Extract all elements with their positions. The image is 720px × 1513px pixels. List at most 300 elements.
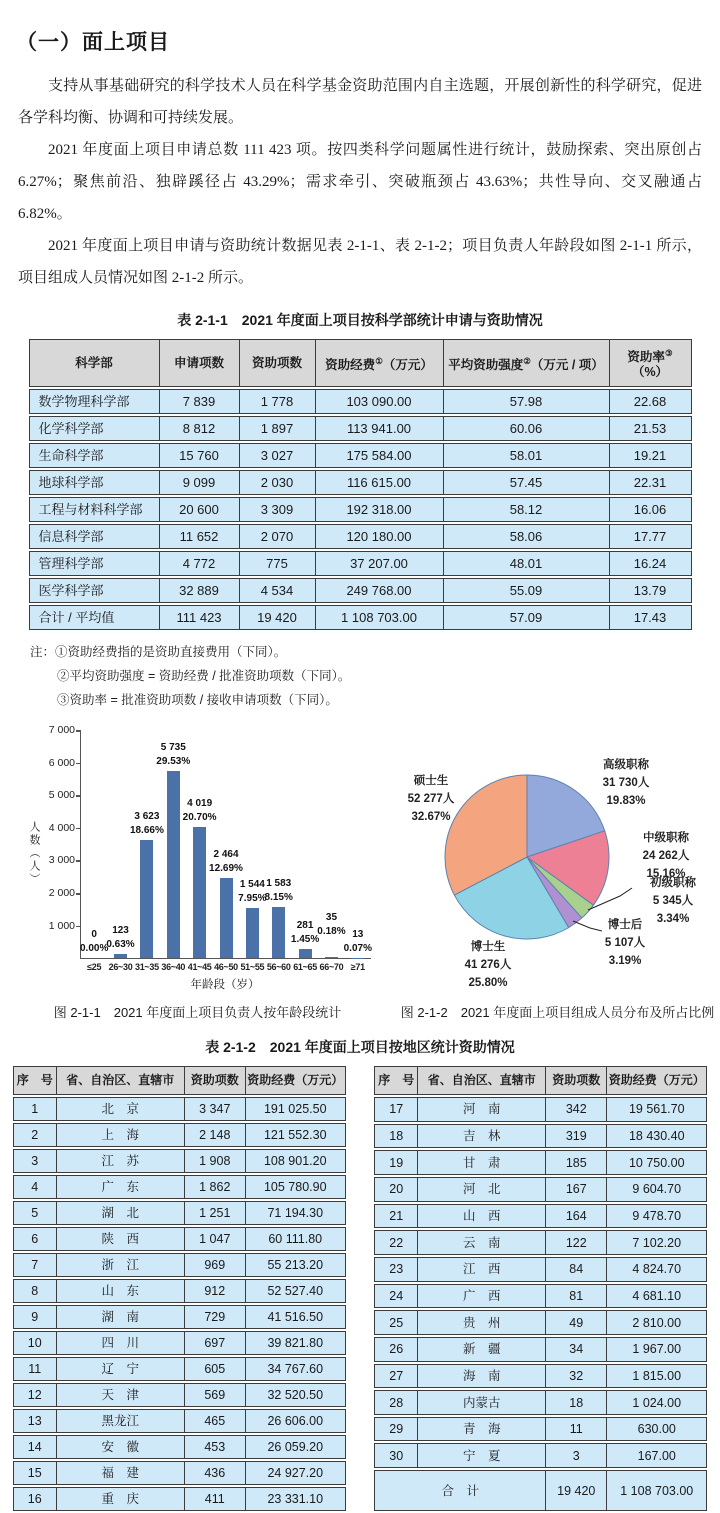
slice-count: 41 276人 bbox=[440, 956, 536, 974]
table-cell: 71 194.30 bbox=[246, 1201, 346, 1225]
table-cell: 569 bbox=[185, 1383, 246, 1407]
bar-percent: 20.70% bbox=[168, 811, 232, 825]
table-cell: 20 600 bbox=[160, 497, 240, 522]
table-cell: 411 bbox=[185, 1487, 246, 1511]
slice-percent: 25.80% bbox=[440, 974, 536, 992]
table-cell: 453 bbox=[185, 1435, 246, 1459]
table-cell: 1 bbox=[13, 1097, 57, 1121]
x-axis-tick-label: 46~50 bbox=[209, 962, 243, 972]
table-cell: 22.31 bbox=[610, 470, 692, 495]
table-cell: 57.09 bbox=[444, 605, 610, 630]
x-axis-tick-label: 36~40 bbox=[156, 962, 190, 972]
bar bbox=[299, 949, 312, 958]
table-cell: 9 478.70 bbox=[607, 1204, 707, 1229]
table-note-line: 注：①资助经费指的是资助直接费用（下同）。 bbox=[30, 640, 720, 664]
table-cell: 465 bbox=[185, 1409, 246, 1433]
figure-captions bbox=[0, 1002, 720, 1021]
column-header: 资助经费①（万元） bbox=[316, 339, 444, 387]
table-cell: 1 908 bbox=[185, 1149, 246, 1173]
table-cell: 11 652 bbox=[160, 524, 240, 549]
paragraph-references: 2021 年度面上项目申请与资助统计数据见表 2-1-1、表 2-1-2；项目负责人年龄段如图 2-1-1 所示，项目组成人员情况如图 2-1-2 所示。 bbox=[18, 230, 702, 294]
table-cell: 41 516.50 bbox=[246, 1305, 346, 1329]
table-regions-left bbox=[13, 1064, 346, 1513]
table-cell: 105 780.90 bbox=[246, 1175, 346, 1199]
table-cell: 4 772 bbox=[160, 551, 240, 576]
table-row bbox=[13, 1357, 346, 1381]
table-cell: 60.06 bbox=[444, 416, 610, 441]
table-cell: 22.68 bbox=[610, 389, 692, 414]
total-amount-cell: 1 108 703.00 bbox=[607, 1470, 707, 1511]
table-row bbox=[13, 1227, 346, 1251]
table-row bbox=[13, 1253, 346, 1277]
table-row bbox=[13, 1175, 346, 1199]
pie-slice-label bbox=[574, 756, 678, 810]
table-cell: 2 030 bbox=[240, 470, 316, 495]
table-cell: 12 bbox=[13, 1383, 57, 1407]
bar-percent: 12.69% bbox=[194, 862, 258, 876]
table-cell: 49 bbox=[546, 1310, 607, 1335]
page-title: （一）面上项目 bbox=[0, 0, 720, 56]
bar-count: 2 464 bbox=[194, 848, 258, 862]
table-regions-right bbox=[374, 1064, 707, 1513]
table-cell: 2 810.00 bbox=[607, 1310, 707, 1335]
y-axis-tick-label: 1 000 bbox=[29, 920, 75, 932]
slice-category: 高级职称 bbox=[574, 756, 678, 774]
bar bbox=[114, 954, 127, 958]
bar-percent: 8.15% bbox=[247, 891, 311, 905]
y-axis-tick bbox=[76, 860, 81, 862]
table-row bbox=[13, 1487, 346, 1511]
table-row bbox=[374, 1124, 707, 1149]
column-header: 科学部 bbox=[29, 339, 160, 387]
bar-percent: 0.18% bbox=[299, 925, 363, 939]
total-label-cell: 合 计 bbox=[374, 1470, 546, 1511]
paragraph-intro: 支持从事基础研究的科学技术人员在科学基金资助范围内自主选题，开展创新性的科学研究，促进各学科均衡、协调和可持续发展。 bbox=[18, 70, 702, 134]
table-cell: 7 839 bbox=[160, 389, 240, 414]
table-cell: 1 047 bbox=[185, 1227, 246, 1251]
y-axis-tick-label: 2 000 bbox=[29, 887, 75, 899]
table-row bbox=[29, 524, 692, 549]
table-cell: 吉 林 bbox=[418, 1124, 546, 1149]
table-cell: 120 180.00 bbox=[316, 524, 444, 549]
table-cell: 山 东 bbox=[57, 1279, 185, 1303]
table-science-departments bbox=[29, 337, 692, 632]
table-row bbox=[13, 1279, 346, 1303]
table-cell: 黑龙江 bbox=[57, 1409, 185, 1433]
column-header: 资助率③（%） bbox=[610, 339, 692, 387]
table-note-line: ②平均资助强度 = 资助经费 / 批准资助项数（下同）。 bbox=[30, 664, 720, 688]
table-cell: 3 347 bbox=[185, 1097, 246, 1121]
figure1-caption: 图 2-1-1 2021 年度面上项目负责人按年龄段统计 bbox=[0, 1002, 395, 1021]
table-cell: 青 海 bbox=[418, 1417, 546, 1442]
table-cell: 内蒙古 bbox=[418, 1390, 546, 1415]
slice-count: 5 345人 bbox=[630, 892, 716, 910]
slice-percent: 19.83% bbox=[574, 792, 678, 810]
table-cell: 2 bbox=[13, 1123, 57, 1147]
table-cell: 湖 南 bbox=[57, 1305, 185, 1329]
table-cell: 8 812 bbox=[160, 416, 240, 441]
bar-value-label bbox=[168, 797, 232, 825]
table-cell: 地球科学部 bbox=[29, 470, 160, 495]
table-cell: 34 767.60 bbox=[246, 1357, 346, 1381]
table-cell: 湖 北 bbox=[57, 1201, 185, 1225]
table-row bbox=[374, 1364, 707, 1389]
table-cell: 17.43 bbox=[610, 605, 692, 630]
table-cell: 25 bbox=[374, 1310, 418, 1335]
table-row bbox=[374, 1390, 707, 1415]
table-cell: 7 102.20 bbox=[607, 1230, 707, 1255]
table-row bbox=[374, 1417, 707, 1442]
table-cell: 1 897 bbox=[240, 416, 316, 441]
table-cell: 1 108 703.00 bbox=[316, 605, 444, 630]
table-cell: 9 bbox=[13, 1305, 57, 1329]
paragraph-statistics: 2021 年度面上项目申请总数 111 423 项。按四类科学问题属性进行统计，鼓励探索、突出原创占 6.27%；聚焦前沿、独辟蹊径占 43.29%；需求牵引、突破瓶颈占 43.63%；共性导向、交叉融通占 6.82%。 bbox=[18, 134, 702, 230]
table-cell: 辽 宁 bbox=[57, 1357, 185, 1381]
column-header: 序 号 bbox=[374, 1066, 418, 1095]
y-axis-tick bbox=[76, 730, 81, 732]
table-cell: 21 bbox=[374, 1204, 418, 1229]
table-cell: 108 901.20 bbox=[246, 1149, 346, 1173]
y-axis-tick bbox=[76, 893, 81, 895]
table-cell: 18 bbox=[546, 1390, 607, 1415]
table-cell: 84 bbox=[546, 1257, 607, 1282]
table-cell: 167.00 bbox=[607, 1443, 707, 1468]
table-cell: 13 bbox=[13, 1409, 57, 1433]
table-cell: 14 bbox=[13, 1435, 57, 1459]
table-cell: 729 bbox=[185, 1305, 246, 1329]
table-row bbox=[374, 1150, 707, 1175]
table-row bbox=[29, 416, 692, 441]
table-cell: 医学科学部 bbox=[29, 578, 160, 603]
slice-category: 初级职称 bbox=[630, 874, 716, 892]
table-cell: 22 bbox=[374, 1230, 418, 1255]
x-axis-tick-label: 61~65 bbox=[288, 962, 322, 972]
bar-count: 5 735 bbox=[141, 741, 205, 755]
table-cell: 天 津 bbox=[57, 1383, 185, 1407]
table-cell: 969 bbox=[185, 1253, 246, 1277]
table-cell: 1 815.00 bbox=[607, 1364, 707, 1389]
table-row bbox=[13, 1435, 346, 1459]
table-cell: 18 430.40 bbox=[607, 1124, 707, 1149]
table-row bbox=[13, 1123, 346, 1147]
x-axis-tick-label: ≥71 bbox=[341, 962, 375, 972]
table-cell: 浙 江 bbox=[57, 1253, 185, 1277]
table-row bbox=[374, 1177, 707, 1202]
table-cell: 39 821.80 bbox=[246, 1331, 346, 1355]
table-cell: 16 bbox=[13, 1487, 57, 1511]
table-cell: 江 西 bbox=[418, 1257, 546, 1282]
header-footnote-mark: ③ bbox=[665, 348, 673, 358]
table-cell: 630.00 bbox=[607, 1417, 707, 1442]
slice-percent: 32.67% bbox=[384, 808, 478, 826]
slice-percent: 15.16% bbox=[614, 865, 718, 883]
slice-count: 52 277人 bbox=[384, 790, 478, 808]
table-cell: 4 534 bbox=[240, 578, 316, 603]
bar-percent: 0.63% bbox=[89, 938, 153, 952]
table-cell: 192 318.00 bbox=[316, 497, 444, 522]
table-cell: 23 bbox=[374, 1257, 418, 1282]
table-row bbox=[29, 605, 692, 630]
bar-count: 3 623 bbox=[115, 810, 179, 824]
table-cell: 3 bbox=[546, 1443, 607, 1468]
slice-category: 博士生 bbox=[440, 938, 536, 956]
table-cell: 3 309 bbox=[240, 497, 316, 522]
slice-category: 博士后 bbox=[582, 916, 668, 934]
table-header-row bbox=[29, 339, 692, 387]
header-footnote-mark: ② bbox=[523, 356, 531, 366]
pie-slice-label bbox=[440, 938, 536, 992]
bar-count: 281 bbox=[273, 919, 337, 933]
slice-count: 5 107人 bbox=[582, 934, 668, 952]
bar bbox=[140, 840, 153, 958]
table-regions bbox=[0, 1064, 720, 1513]
table-cell: 58.12 bbox=[444, 497, 610, 522]
table-cell: 34 bbox=[546, 1337, 607, 1362]
table-cell: 29 bbox=[374, 1417, 418, 1442]
bar-chart-x-axis-label: 年龄段（岁） bbox=[80, 976, 370, 992]
table-cell: 6 bbox=[13, 1227, 57, 1251]
bar-value-label bbox=[326, 928, 390, 956]
table-cell: 福 建 bbox=[57, 1461, 185, 1485]
figures-row bbox=[0, 716, 720, 1000]
table-row bbox=[374, 1097, 707, 1122]
table-row bbox=[13, 1331, 346, 1355]
bar-percent: 1.45% bbox=[273, 933, 337, 947]
table-cell: 山 西 bbox=[418, 1204, 546, 1229]
y-axis-tick bbox=[76, 926, 81, 928]
table-row bbox=[13, 1305, 346, 1329]
table-cell: 11 bbox=[13, 1357, 57, 1381]
bar-chart-plot-area bbox=[80, 730, 371, 959]
slice-percent: 3.19% bbox=[582, 952, 668, 970]
bar-count: 13 bbox=[326, 928, 390, 942]
bar-chart-y-axis-label: 人数（人） bbox=[24, 821, 40, 886]
table-cell: 122 bbox=[546, 1230, 607, 1255]
bar-percent: 7.95% bbox=[220, 892, 284, 906]
table-cell: 249 768.00 bbox=[316, 578, 444, 603]
table-cell: 60 111.80 bbox=[246, 1227, 346, 1251]
table-cell: 2 070 bbox=[240, 524, 316, 549]
table-cell: 2 148 bbox=[185, 1123, 246, 1147]
x-axis-tick-label: 31~35 bbox=[130, 962, 164, 972]
table2-title: 表 2-1-2 2021 年度面上项目按地区统计资助情况 bbox=[0, 1037, 720, 1057]
table-cell: 11 bbox=[546, 1417, 607, 1442]
table-cell: 4 824.70 bbox=[607, 1257, 707, 1282]
column-header: 资助项数 bbox=[185, 1066, 246, 1095]
table-cell: 19 561.70 bbox=[607, 1097, 707, 1122]
y-axis-tick-label: 3 000 bbox=[29, 854, 75, 866]
pie-slice-label bbox=[384, 772, 478, 826]
table-notes bbox=[30, 640, 720, 712]
table-cell: 175 584.00 bbox=[316, 443, 444, 468]
table-cell: 广 西 bbox=[418, 1284, 546, 1309]
table-cell: 17 bbox=[374, 1097, 418, 1122]
table-header-row bbox=[13, 1066, 346, 1095]
table-cell: 17.77 bbox=[610, 524, 692, 549]
table-cell: 数学物理科学部 bbox=[29, 389, 160, 414]
bar-percent: 18.66% bbox=[115, 824, 179, 838]
table-note-line: ③资助率 = 批准资助项数 / 接收申请项数（下同）。 bbox=[30, 688, 720, 712]
table-total-row bbox=[374, 1470, 707, 1511]
table-cell: 24 927.20 bbox=[246, 1461, 346, 1485]
bar bbox=[325, 957, 338, 958]
table-row bbox=[29, 389, 692, 414]
column-header: 资助项数 bbox=[546, 1066, 607, 1095]
table-cell: 1 967.00 bbox=[607, 1337, 707, 1362]
table-cell: 生命科学部 bbox=[29, 443, 160, 468]
column-header: 申请项数 bbox=[160, 339, 240, 387]
bar-count: 1 583 bbox=[247, 877, 311, 891]
table-cell: 1 024.00 bbox=[607, 1390, 707, 1415]
bar-value-label bbox=[247, 877, 311, 905]
table-cell: 27 bbox=[374, 1364, 418, 1389]
bar-count: 1 544 bbox=[220, 878, 284, 892]
table-row bbox=[13, 1149, 346, 1173]
table-cell: 57.98 bbox=[444, 389, 610, 414]
table-cell: 116 615.00 bbox=[316, 470, 444, 495]
table-cell: 13.79 bbox=[610, 578, 692, 603]
y-axis-tick-label: 5 000 bbox=[29, 789, 75, 801]
column-header: 省、自治区、直辖市 bbox=[57, 1066, 185, 1095]
bar-value-label bbox=[141, 741, 205, 769]
y-axis-tick-label: 4 000 bbox=[29, 822, 75, 834]
table-row bbox=[374, 1310, 707, 1335]
table-cell: 9 099 bbox=[160, 470, 240, 495]
table-cell: 55 213.20 bbox=[246, 1253, 346, 1277]
table-cell: 重 庆 bbox=[57, 1487, 185, 1511]
table-cell: 15 bbox=[13, 1461, 57, 1485]
bar-count: 123 bbox=[89, 924, 153, 938]
table-cell: 1 862 bbox=[185, 1175, 246, 1199]
table-cell: 32 889 bbox=[160, 578, 240, 603]
slice-category: 中级职称 bbox=[614, 829, 718, 847]
table-cell: 5 bbox=[13, 1201, 57, 1225]
table-cell: 605 bbox=[185, 1357, 246, 1381]
table-cell: 436 bbox=[185, 1461, 246, 1485]
bar-percent: 0.00% bbox=[62, 942, 126, 956]
header-footnote-mark: ① bbox=[375, 356, 383, 366]
table-cell: 48.01 bbox=[444, 551, 610, 576]
table-cell: 23 331.10 bbox=[246, 1487, 346, 1511]
bar-percent: 29.53% bbox=[141, 755, 205, 769]
table-row bbox=[13, 1097, 346, 1121]
table-cell: 21.53 bbox=[610, 416, 692, 441]
table-row bbox=[374, 1443, 707, 1468]
table-cell: 河 北 bbox=[418, 1177, 546, 1202]
table-row bbox=[374, 1204, 707, 1229]
table-cell: 广 东 bbox=[57, 1175, 185, 1199]
slice-count: 31 730人 bbox=[574, 774, 678, 792]
table-cell: 工程与材料科学部 bbox=[29, 497, 160, 522]
table-cell: 安 徽 bbox=[57, 1435, 185, 1459]
table-cell: 10 750.00 bbox=[607, 1150, 707, 1175]
table-cell: 1 251 bbox=[185, 1201, 246, 1225]
table-cell: 15 760 bbox=[160, 443, 240, 468]
table-cell: 37 207.00 bbox=[316, 551, 444, 576]
table-cell: 191 025.50 bbox=[246, 1097, 346, 1121]
column-header: 序 号 bbox=[13, 1066, 57, 1095]
x-axis-tick-label: 26~30 bbox=[103, 962, 137, 972]
table-cell: 信息科学部 bbox=[29, 524, 160, 549]
x-axis-tick-label: 66~70 bbox=[314, 962, 348, 972]
table-cell: 58.01 bbox=[444, 443, 610, 468]
bar-value-label bbox=[194, 848, 258, 876]
table-cell: 19 bbox=[374, 1150, 418, 1175]
column-header: 资助项数 bbox=[240, 339, 316, 387]
y-axis-tick bbox=[76, 828, 81, 830]
table-row bbox=[29, 470, 692, 495]
table-cell: 河 南 bbox=[418, 1097, 546, 1122]
table-cell: 26 059.20 bbox=[246, 1435, 346, 1459]
table-cell: 18 bbox=[374, 1124, 418, 1149]
bar bbox=[193, 827, 206, 958]
figure2-caption: 图 2-1-2 2021 年度面上项目组成人员分布及所占比例 bbox=[395, 1002, 720, 1021]
total-count-cell: 19 420 bbox=[546, 1470, 607, 1511]
table-row bbox=[29, 497, 692, 522]
x-axis-tick-label: 56~60 bbox=[262, 962, 296, 972]
bar-count: 0 bbox=[62, 928, 126, 942]
table-cell: 1 778 bbox=[240, 389, 316, 414]
column-header: 平均资助强度②（万元 / 项） bbox=[444, 339, 610, 387]
table-cell: 57.45 bbox=[444, 470, 610, 495]
table-cell: 32 bbox=[546, 1364, 607, 1389]
column-header: 资助经费（万元） bbox=[246, 1066, 346, 1095]
table-cell: 52 527.40 bbox=[246, 1279, 346, 1303]
table-cell: 四 川 bbox=[57, 1331, 185, 1355]
table-row bbox=[13, 1201, 346, 1225]
bar bbox=[246, 908, 259, 958]
table-cell: 宁 夏 bbox=[418, 1443, 546, 1468]
y-axis-tick-label: 7 000 bbox=[29, 724, 75, 736]
table-cell: 912 bbox=[185, 1279, 246, 1303]
table-cell: 新 疆 bbox=[418, 1337, 546, 1362]
slice-percent: 3.34% bbox=[630, 910, 716, 928]
table-cell: 3 bbox=[13, 1149, 57, 1173]
pie-slice-label bbox=[582, 916, 668, 970]
bar-chart-age-distribution bbox=[22, 716, 380, 1000]
table-cell: 陕 西 bbox=[57, 1227, 185, 1251]
slice-category: 硕士生 bbox=[384, 772, 478, 790]
table-cell: 121 552.30 bbox=[246, 1123, 346, 1147]
table-cell: 上 海 bbox=[57, 1123, 185, 1147]
table-row bbox=[374, 1230, 707, 1255]
table-cell: 管理科学部 bbox=[29, 551, 160, 576]
x-axis-tick-label: 51~55 bbox=[235, 962, 269, 972]
bar-count: 4 019 bbox=[168, 797, 232, 811]
table-cell: 103 090.00 bbox=[316, 389, 444, 414]
table-cell: 55.09 bbox=[444, 578, 610, 603]
table-cell: 28 bbox=[374, 1390, 418, 1415]
table-cell: 20 bbox=[374, 1177, 418, 1202]
table-cell: 19.21 bbox=[610, 443, 692, 468]
table-cell: 8 bbox=[13, 1279, 57, 1303]
table-cell: 云 南 bbox=[418, 1230, 546, 1255]
column-header: 资助经费（万元） bbox=[607, 1066, 707, 1095]
table-cell: 甘 肃 bbox=[418, 1150, 546, 1175]
table-row bbox=[374, 1257, 707, 1282]
table-row bbox=[374, 1284, 707, 1309]
table-cell: 合计 / 平均值 bbox=[29, 605, 160, 630]
table-row bbox=[13, 1461, 346, 1485]
table-row bbox=[13, 1383, 346, 1407]
table-cell: 58.06 bbox=[444, 524, 610, 549]
pie-chart-personnel-composition bbox=[382, 716, 716, 1000]
x-axis-tick-label: ≤25 bbox=[77, 962, 111, 972]
table-cell: 26 606.00 bbox=[246, 1409, 346, 1433]
table-cell: 342 bbox=[546, 1097, 607, 1122]
table-row bbox=[29, 551, 692, 576]
table-cell: 24 bbox=[374, 1284, 418, 1309]
